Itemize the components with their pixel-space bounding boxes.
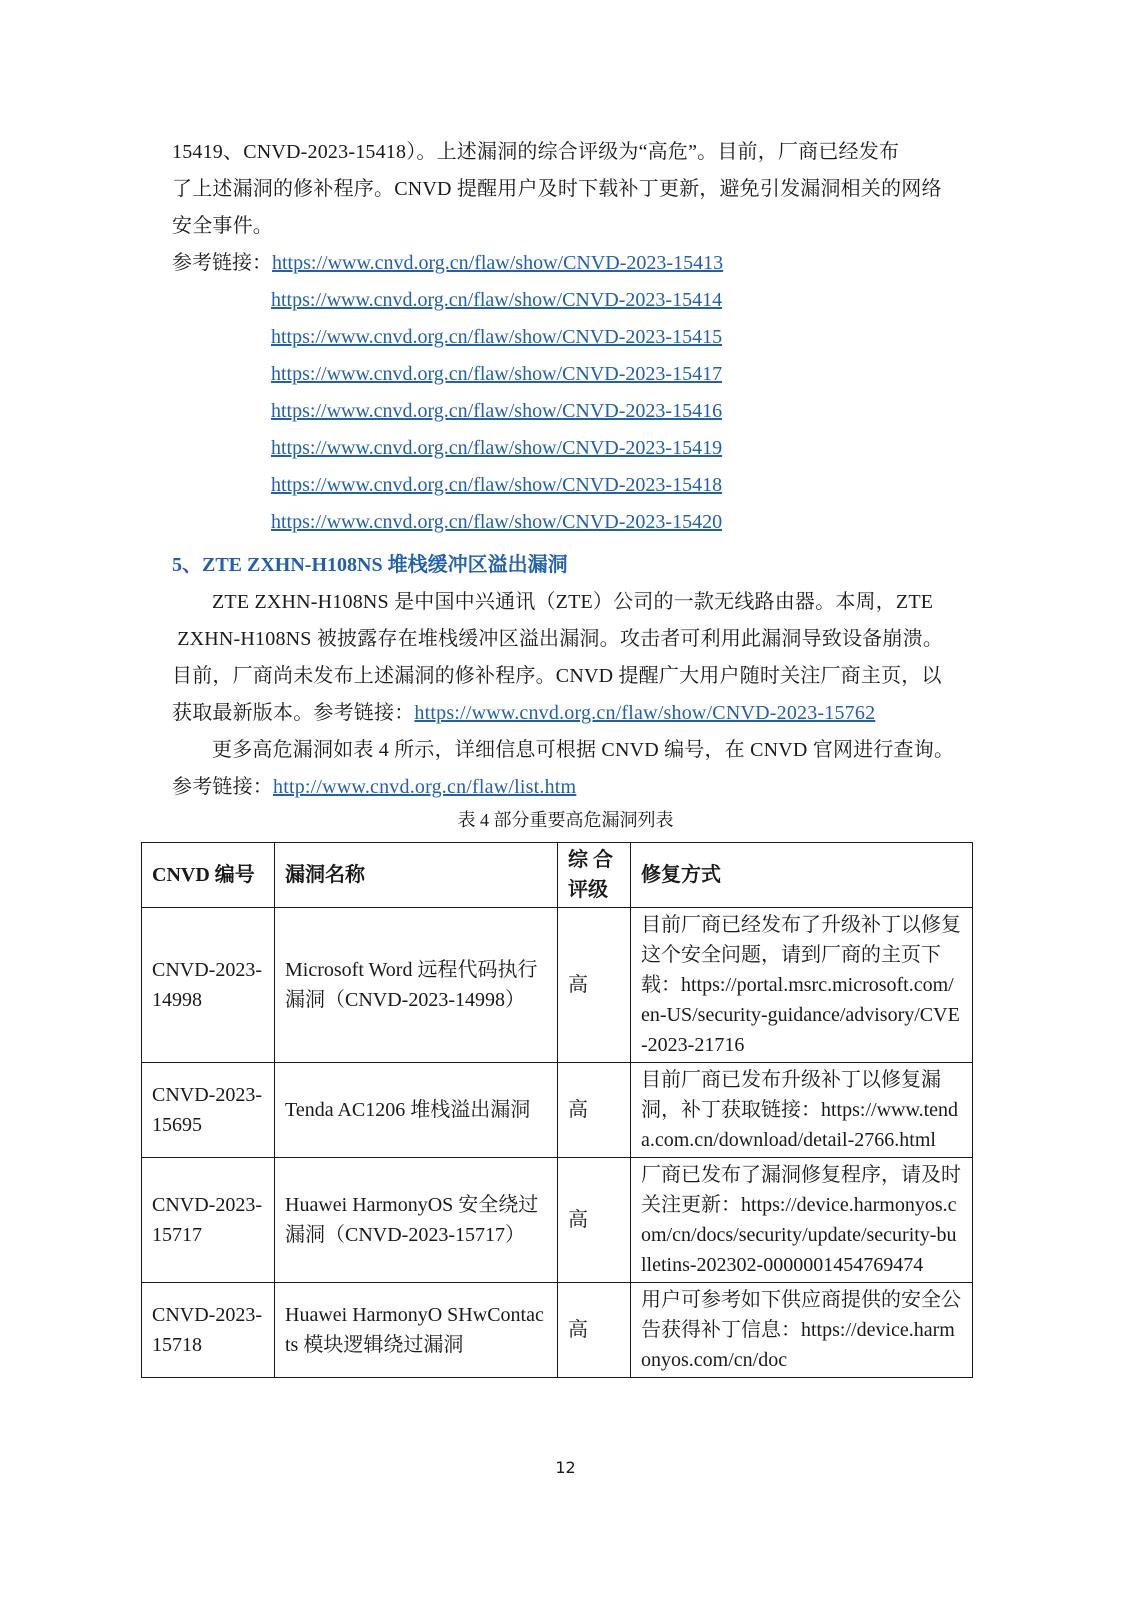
- section-5-line-2: ZXHN-H108NS 被披露存在堆栈缓冲区溢出漏洞。攻击者可利用此漏洞导致设备崩溃。: [172, 628, 944, 650]
- page-number: 12: [555, 1458, 576, 1477]
- cell-vuln-name: Huawei HarmonyOS 安全绕过漏洞（CNVD-2023-15717）: [275, 1158, 558, 1283]
- cell-fix: 目前厂商已发布升级补丁以修复漏洞，补丁获取链接：https://www.tenda.com.cn/download/detail-2766.html: [631, 1063, 973, 1158]
- table-row: [142, 1063, 973, 1158]
- reference-link-4[interactable]: https://www.cnvd.org.cn/flaw/show/CNVD-2023-15417: [271, 363, 723, 385]
- intro-line-3: 安全事件。: [172, 215, 273, 237]
- reference-link-6[interactable]: https://www.cnvd.org.cn/flaw/show/CNVD-2023-15419: [271, 437, 723, 459]
- reference-link-7[interactable]: https://www.cnvd.org.cn/flaw/show/CNVD-2023-15418: [271, 474, 723, 496]
- table-header-row: [142, 843, 973, 908]
- cell-level: 高: [558, 908, 631, 1063]
- reference-link-2[interactable]: https://www.cnvd.org.cn/flaw/show/CNVD-2023-15414: [271, 289, 723, 311]
- table-row: [142, 1158, 973, 1283]
- cell-level: 高: [558, 1283, 631, 1378]
- cell-level: 高: [558, 1063, 631, 1158]
- cell-vuln-name: Huawei HarmonyO SHwContacts 模块逻辑绕过漏洞: [275, 1283, 558, 1378]
- intro-paragraph: [172, 134, 962, 245]
- section-5-paragraph: [172, 584, 962, 732]
- header-vuln-name: 漏洞名称: [275, 843, 558, 908]
- reference-label: 参考链接：: [172, 252, 272, 274]
- more-reference-label: 参考链接：: [172, 776, 273, 798]
- header-fix: 修复方式: [631, 843, 973, 908]
- cell-cnvd-id: CNVD-2023-15695: [142, 1063, 275, 1158]
- section-5-link[interactable]: https://www.cnvd.org.cn/flaw/show/CNVD-2023-15762: [414, 702, 876, 724]
- cell-fix: 目前厂商已经发布了升级补丁以修复这个安全问题，请到厂商的主页下载：https://portal.msrc.microsoft.com/en-US/security-guidance/advisory/CVE-2023-21716: [631, 908, 973, 1063]
- cell-level: 高: [558, 1158, 631, 1283]
- cell-fix: 用户可参考如下供应商提供的安全公告获得补丁信息：https://device.harmonyos.com/cn/doc: [631, 1283, 973, 1378]
- cell-fix: 厂商已发布了漏洞修复程序，请及时关注更新：https://device.harmonyos.com/cn/docs/security/update/security-bulletins-202302-0000001454769474: [631, 1158, 973, 1283]
- more-line: 更多高危漏洞如表 4 所示，详细信息可根据 CNVD 编号，在 CNVD 官网进行查询。: [212, 739, 955, 761]
- table-row: [142, 1283, 973, 1378]
- section-5-line-1: ZTE ZXHN-H108NS 是中国中兴通讯（ZTE）公司的一款无线路由器。本周，ZTE: [212, 591, 934, 613]
- reference-link-3[interactable]: https://www.cnvd.org.cn/flaw/show/CNVD-2023-15415: [271, 326, 723, 348]
- vulnerability-table: [141, 842, 973, 1378]
- header-cnvd-id: CNVD 编号: [142, 843, 275, 908]
- cell-cnvd-id: CNVD-2023-15718: [142, 1283, 275, 1378]
- cell-vuln-name: Microsoft Word 远程代码执行漏洞（CNVD-2023-14998）: [275, 908, 558, 1063]
- cell-cnvd-id: CNVD-2023-15717: [142, 1158, 275, 1283]
- reference-link-5[interactable]: https://www.cnvd.org.cn/flaw/show/CNVD-2023-15416: [271, 400, 723, 422]
- cell-cnvd-id: CNVD-2023-14998: [142, 908, 275, 1063]
- reference-link-1[interactable]: https://www.cnvd.org.cn/flaw/show/CNVD-2023-15413: [272, 252, 724, 274]
- reference-links: [172, 245, 723, 541]
- cell-vuln-name: Tenda AC1206 堆栈溢出漏洞: [275, 1063, 558, 1158]
- section-5-line-4-text: 获取最新版本。参考链接：: [172, 702, 415, 724]
- table-row: [142, 908, 973, 1063]
- header-level: 综 合 评级: [558, 843, 631, 908]
- intro-line-2: 了上述漏洞的修补程序。CNVD 提醒用户及时下载补丁更新，避免引发漏洞相关的网络: [172, 178, 942, 200]
- intro-line-1: 15419、CNVD-2023-15418）。上述漏洞的综合评级为“高危”。目前，厂商已经发布: [172, 141, 900, 163]
- section-5-heading: 5、ZTE ZXHN-H108NS 堆栈缓冲区溢出漏洞: [172, 554, 568, 576]
- section-5-line-3: 目前，厂商尚未发布上述漏洞的修补程序。CNVD 提醒广大用户随时关注厂商主页，以: [172, 665, 942, 687]
- table-caption: 表 4 部分重要高危漏洞列表: [457, 810, 674, 830]
- more-reference-link[interactable]: http://www.cnvd.org.cn/flaw/list.htm: [273, 776, 577, 798]
- more-paragraph: [172, 732, 962, 806]
- reference-link-8[interactable]: https://www.cnvd.org.cn/flaw/show/CNVD-2023-15420: [271, 511, 723, 533]
